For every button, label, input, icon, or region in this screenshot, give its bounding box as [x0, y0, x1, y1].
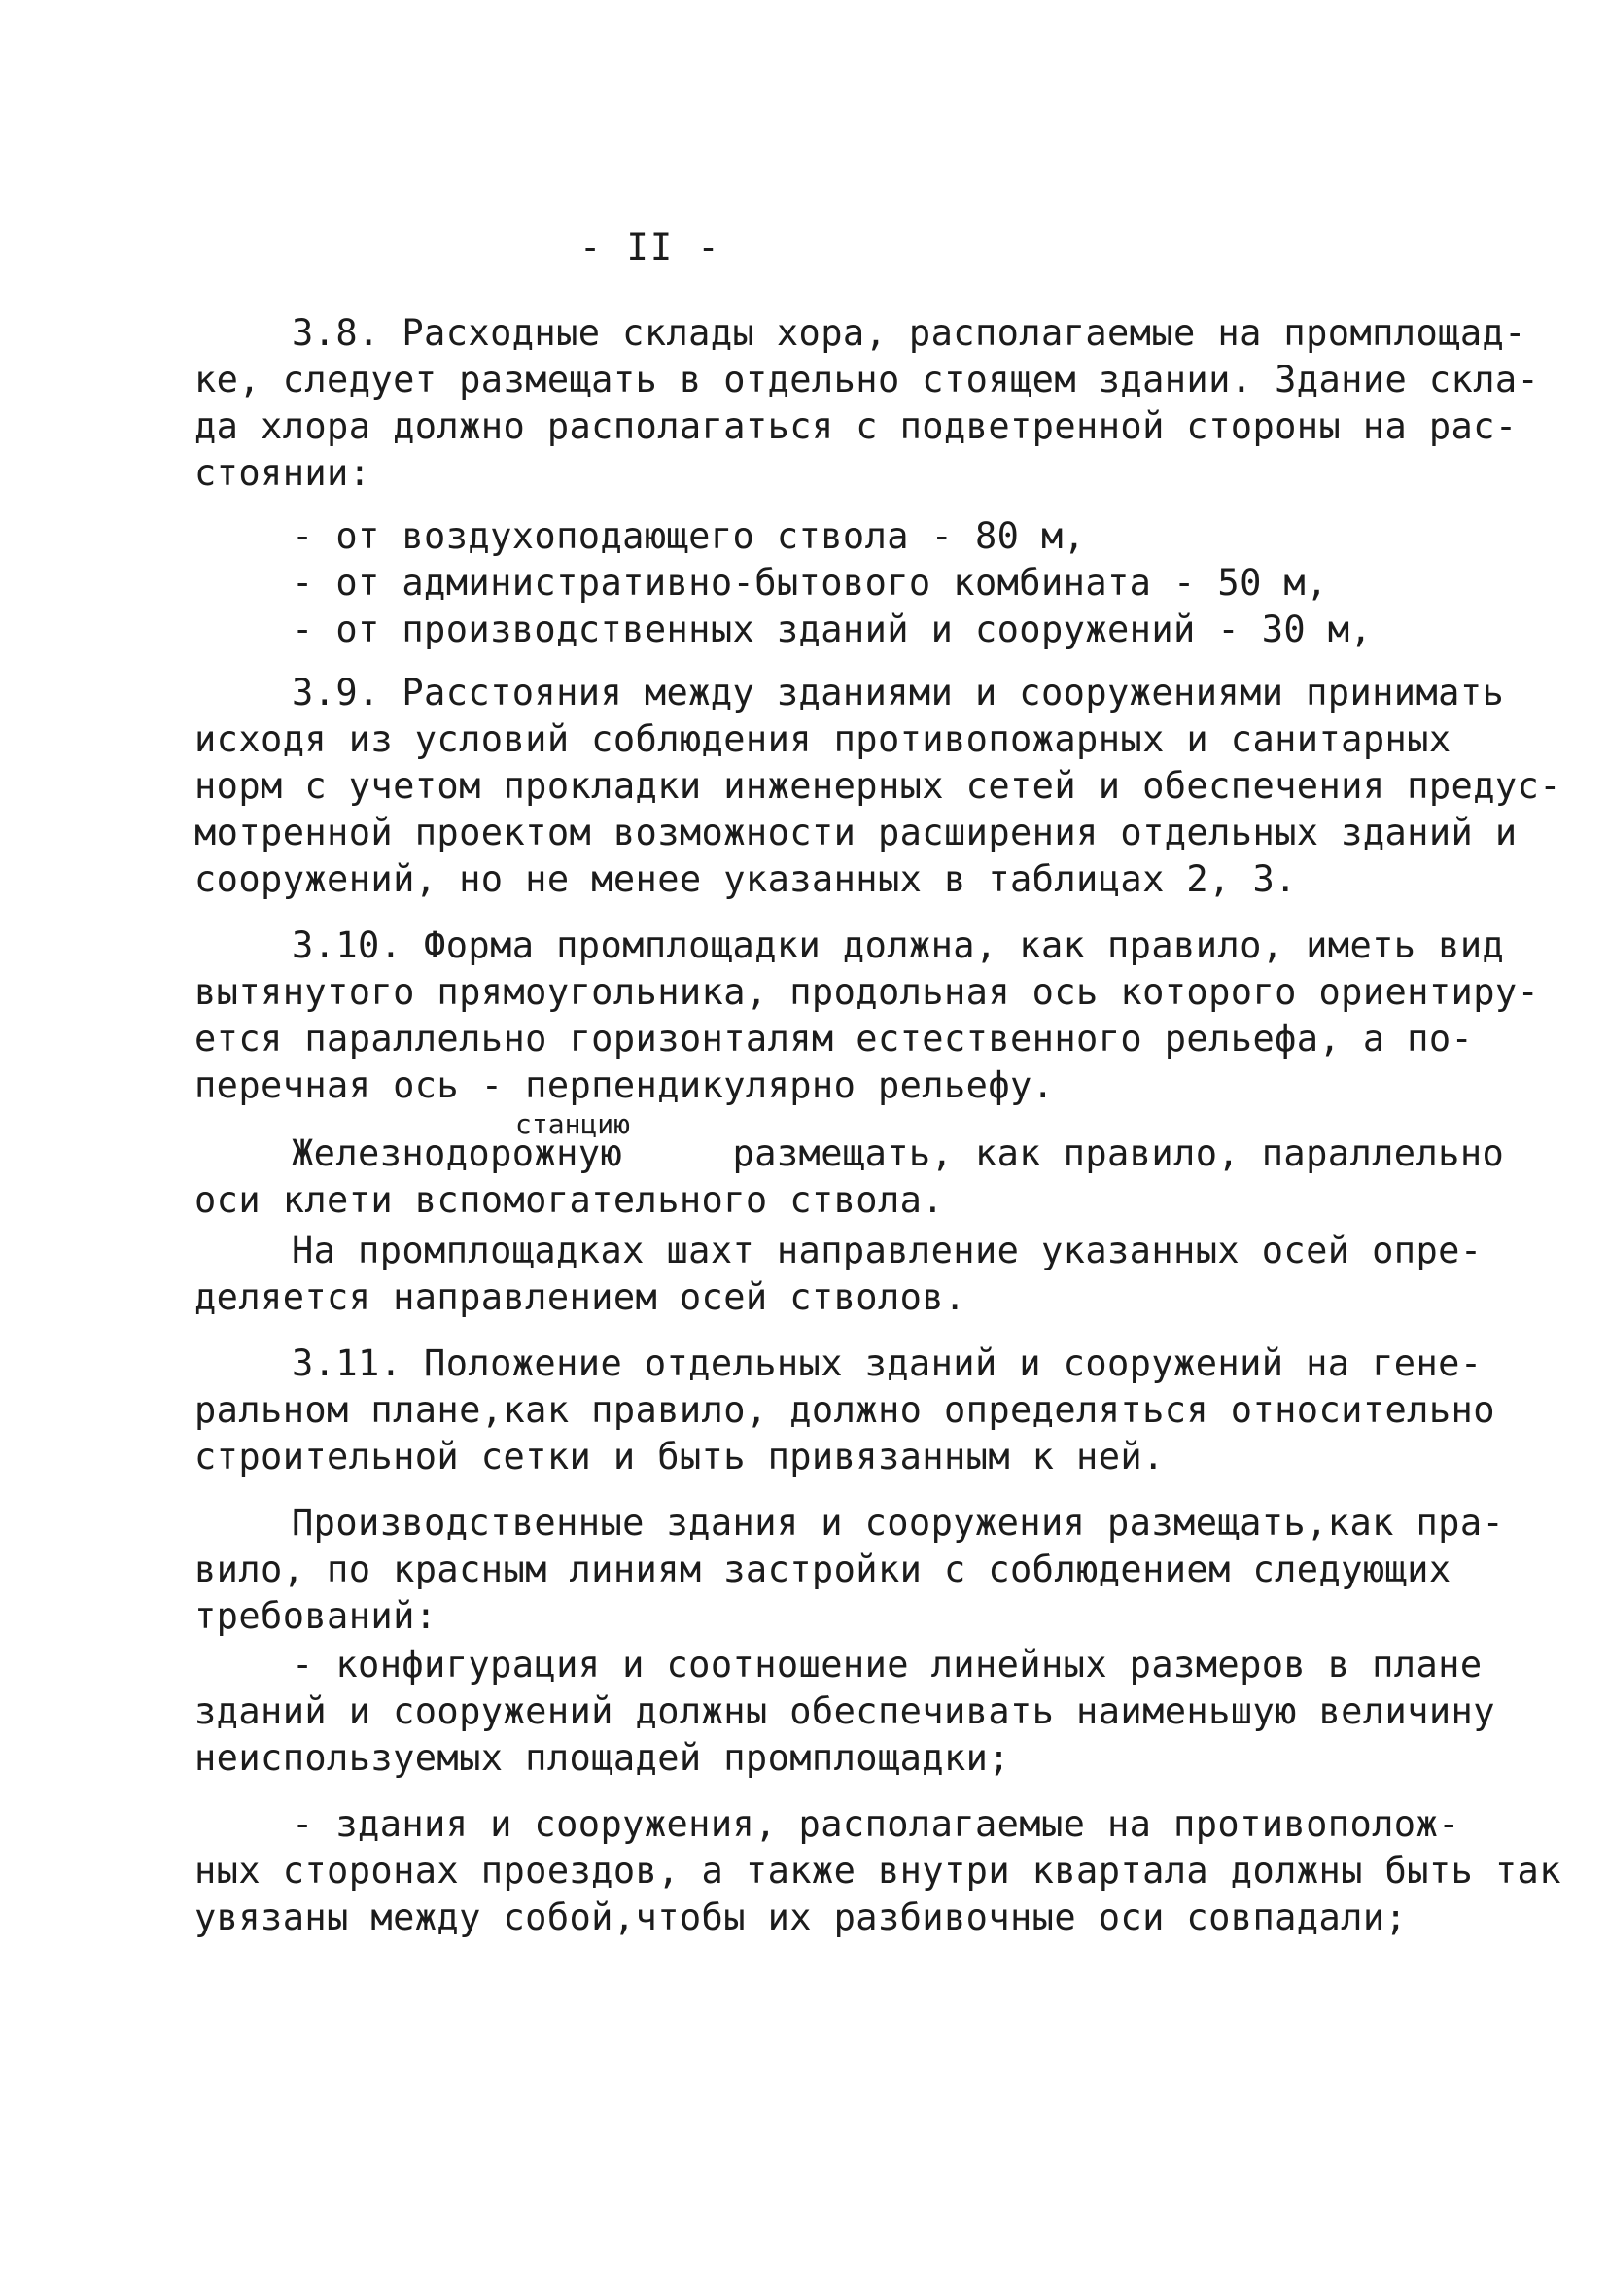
paragraph-line: зданий и сооружений должны обеспечивать наименьшую величину: [194, 1690, 1495, 1732]
paragraph-line: ется параллельно горизонталям естественного рельефа, а по-: [194, 1018, 1474, 1060]
paragraph-line: увязаны между собой,чтобы их разбивочные оси совпадали;: [194, 1896, 1408, 1938]
paragraph-line: вило, по красным линиям застройки с соблюдением следующих: [194, 1548, 1451, 1590]
paragraph-line: На промплощадках шахт направление указанных осей опре-: [292, 1230, 1483, 1271]
paragraph-line: вытянутого прямоугольника, продольная ось которого ориентиру-: [194, 971, 1540, 1013]
paragraph-line: ных сторонах проездов, а также внутри квартала должны быть так: [194, 1850, 1561, 1892]
list-item: - конфигурация и соотношение линейных размеров в плане: [292, 1644, 1483, 1686]
list-item: - от воздухоподающего ствола - 80 м,: [292, 515, 1086, 557]
paragraph-line: ральном плане,как правило, должно определяться относительно: [194, 1389, 1495, 1431]
handwritten-insertion: станцию: [515, 1108, 631, 1140]
paragraph-line: 3.10. Форма промплощадки должна, как правило, иметь вид: [292, 924, 1505, 966]
paragraph-line: Производственные здания и сооружения размещать,как пра-: [292, 1502, 1505, 1544]
paragraph-line: стоянии:: [194, 452, 371, 494]
paragraph-line: строительной сетки и быть привязанным к ней.: [194, 1436, 1165, 1478]
paragraph-line: 3.11. Положение отдельных зданий и сооружений на гене-: [292, 1342, 1483, 1384]
paragraph-line: деляется направлением осей стволов.: [194, 1276, 966, 1318]
paragraph-line: норм с учетом прокладки инженерных сетей и обеспечения предус-: [194, 765, 1561, 807]
list-item: - здания и сооружения, располагаемые на противополож-: [292, 1803, 1460, 1845]
paragraph-line: 3.9. Расстояния между зданиями и сооружениями принимать: [292, 672, 1505, 713]
paragraph-line: мотренной проектом возможности расширения отдельных зданий и: [194, 812, 1518, 853]
list-item: - от административно-бытового комбината - 50 м,: [292, 562, 1328, 604]
list-item: - от производственных зданий и сооружений - 30 м,: [292, 609, 1373, 650]
paragraph-line: 3.8. Расходные склады хора, располагаемые на промплощад-: [292, 312, 1526, 354]
paragraph-line: оси клети вспомогательного ствола.: [194, 1179, 944, 1221]
page-number: - II -: [579, 226, 721, 268]
paragraph-line: неиспользуемых площадей промплощадки;: [194, 1737, 1011, 1779]
paragraph-line: перечная ось - перпендикулярно рельефу.: [194, 1064, 1055, 1106]
paragraph-line: исходя из условий соблюдения противопожарных и санитарных: [194, 718, 1451, 760]
paragraph-line: да хлора должно располагаться с подветренной стороны на рас-: [194, 405, 1518, 447]
paragraph-line: Железнодорожную размещать, как правило, параллельно: [292, 1132, 1505, 1174]
paragraph-line: требований:: [194, 1595, 437, 1637]
paragraph-line: ке, следует размещать в отдельно стоящем здании. Здание скла-: [194, 359, 1540, 400]
paragraph-line: сооружений, но не менее указанных в таблицах 2, 3.: [194, 858, 1297, 900]
